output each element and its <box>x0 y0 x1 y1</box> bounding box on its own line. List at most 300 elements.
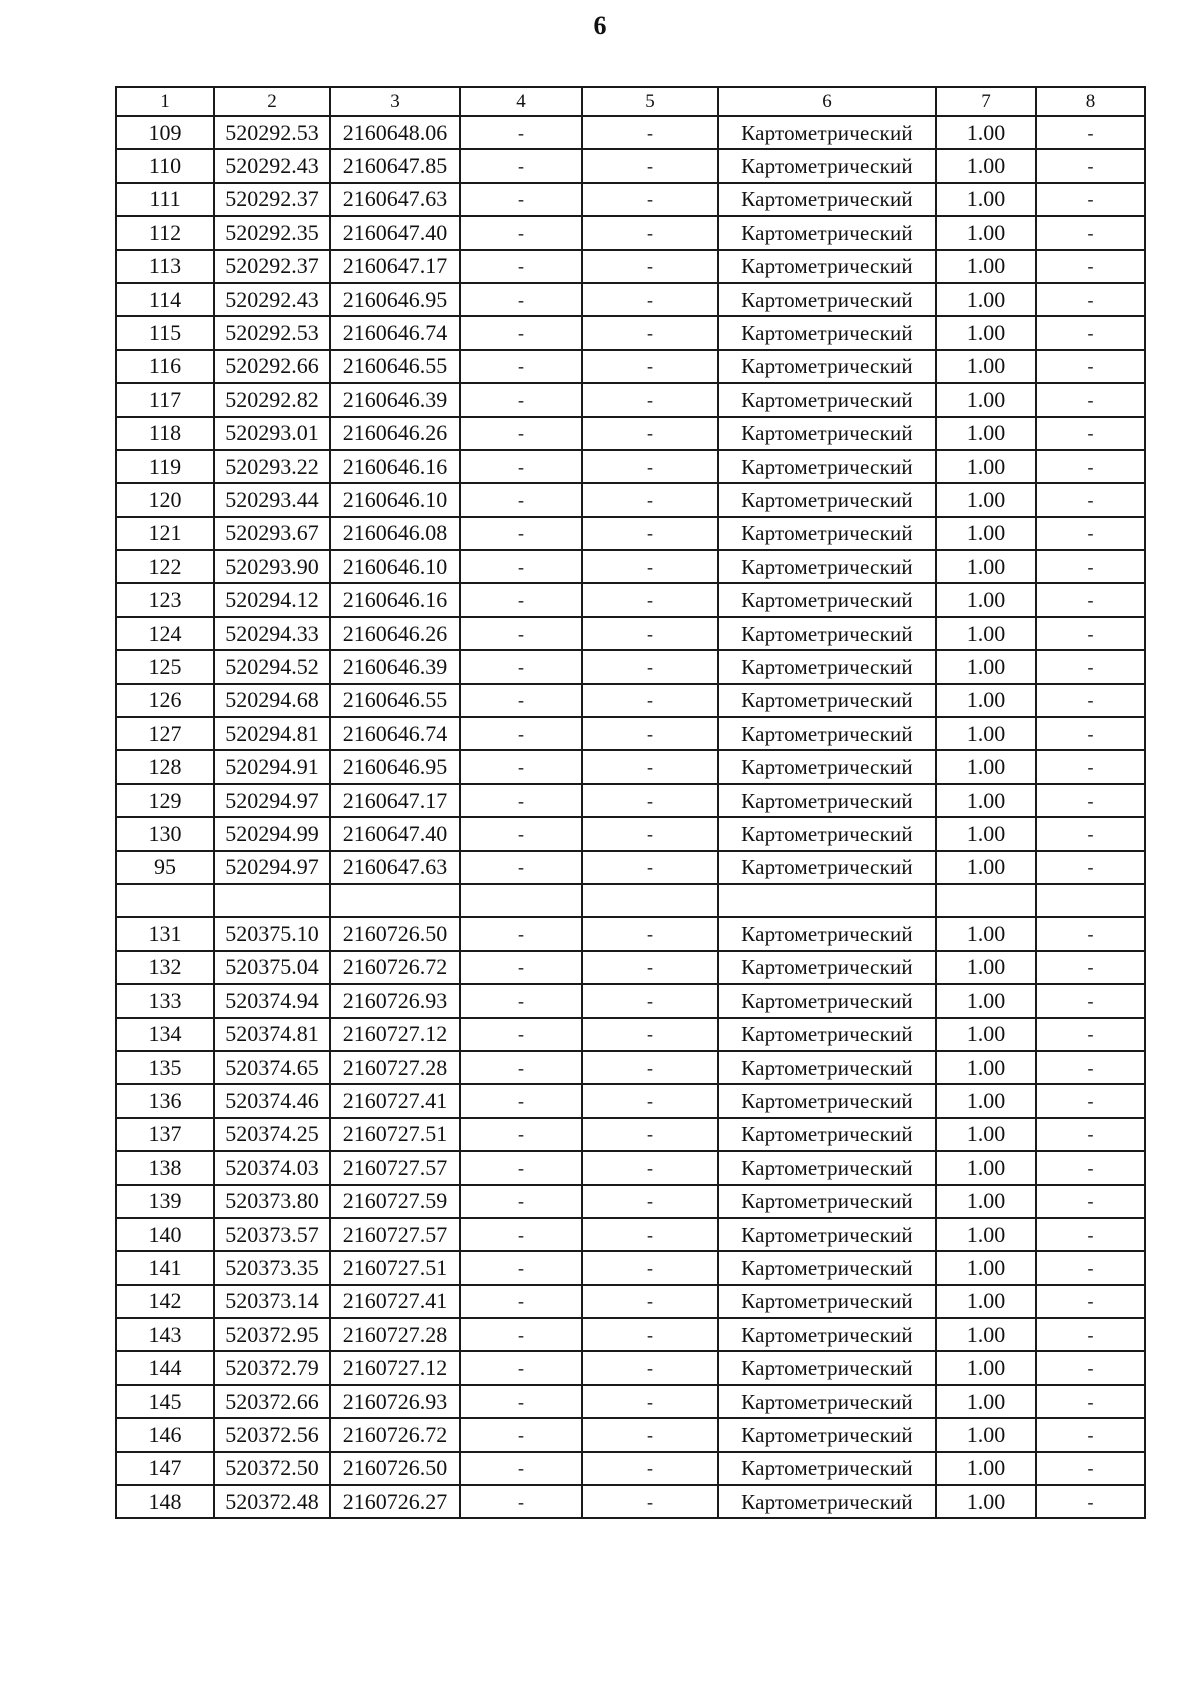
cell-y-coordinate: 2160726.72 <box>330 1418 460 1451</box>
cell-point-number: 138 <box>116 1151 214 1184</box>
cell-col-8: - <box>1036 650 1145 683</box>
cell-accuracy: 1.00 <box>936 517 1036 550</box>
cell-x-coordinate: 520293.01 <box>214 417 330 450</box>
cell-y-coordinate: 2160646.55 <box>330 684 460 717</box>
table-row <box>116 1351 1145 1384</box>
cell-accuracy: 1.00 <box>936 316 1036 349</box>
cell-col-4: - <box>460 1185 582 1218</box>
table-row <box>116 1185 1145 1218</box>
table-row <box>116 450 1145 483</box>
cell-col-5: - <box>582 717 718 750</box>
table-row <box>116 784 1145 817</box>
cell-point-number: 141 <box>116 1251 214 1284</box>
cell-col-4: - <box>460 550 582 583</box>
cell-method: Картометрический <box>718 617 936 650</box>
cell-method: Картометрический <box>718 1385 936 1418</box>
table-row <box>116 717 1145 750</box>
cell-y-coordinate: 2160646.10 <box>330 483 460 516</box>
cell-col-8: - <box>1036 550 1145 583</box>
column-header-2: 2 <box>214 87 330 116</box>
cell-x-coordinate: 520293.67 <box>214 517 330 550</box>
cell-x-coordinate: 520374.03 <box>214 1151 330 1184</box>
cell-y-coordinate: 2160727.12 <box>330 1351 460 1384</box>
cell-col-4: - <box>460 784 582 817</box>
cell-accuracy: 1.00 <box>936 1251 1036 1284</box>
cell-x-coordinate: 520375.04 <box>214 951 330 984</box>
cell-col-5: - <box>582 316 718 349</box>
cell-col-5: - <box>582 517 718 550</box>
cell-method: Картометрический <box>718 851 936 884</box>
cell-col-4: - <box>460 1452 582 1485</box>
cell-accuracy: 1.00 <box>936 951 1036 984</box>
table-row <box>116 1151 1145 1184</box>
cell-method: Картометрический <box>718 1051 936 1084</box>
cell-x-coordinate: 520372.48 <box>214 1485 330 1518</box>
table-row <box>116 1385 1145 1418</box>
cell-x-coordinate: 520373.14 <box>214 1285 330 1318</box>
cell-point-number: 122 <box>116 550 214 583</box>
cell-method: Картометрический <box>718 717 936 750</box>
cell-accuracy: 1.00 <box>936 1418 1036 1451</box>
cell-method: Картометрический <box>718 750 936 783</box>
cell-col-5: - <box>582 1151 718 1184</box>
table-row <box>116 1318 1145 1351</box>
cell-accuracy: 1.00 <box>936 1318 1036 1351</box>
table-row <box>116 1452 1145 1485</box>
cell-x-coordinate: 520375.10 <box>214 917 330 950</box>
cell-accuracy: 1.00 <box>936 750 1036 783</box>
cell-point-number: 115 <box>116 316 214 349</box>
cell-x-coordinate: 520294.81 <box>214 717 330 750</box>
cell-x-coordinate: 520292.43 <box>214 283 330 316</box>
cell-point-number: 129 <box>116 784 214 817</box>
table-row <box>116 1084 1145 1117</box>
cell-method: Картометрический <box>718 183 936 216</box>
cell-col-4: - <box>460 1285 582 1318</box>
table-row <box>116 1118 1145 1151</box>
cell-col-4: - <box>460 250 582 283</box>
cell-col-8: - <box>1036 717 1145 750</box>
cell-point-number: 124 <box>116 617 214 650</box>
cell-col-4: - <box>460 116 582 149</box>
cell-col-5: - <box>582 1185 718 1218</box>
cell-point-number: 145 <box>116 1385 214 1418</box>
cell-method: Картометрический <box>718 383 936 416</box>
table-row <box>116 1218 1145 1251</box>
cell-col-8: - <box>1036 483 1145 516</box>
cell-col-5: - <box>582 1385 718 1418</box>
cell-x-coordinate: 520372.50 <box>214 1452 330 1485</box>
cell-y-coordinate: 2160646.26 <box>330 417 460 450</box>
cell-method: Картометрический <box>718 517 936 550</box>
cell-col-5: - <box>582 183 718 216</box>
cell-col-8: - <box>1036 250 1145 283</box>
table-row <box>116 750 1145 783</box>
cell-method: Картометрический <box>718 450 936 483</box>
cell-col-5: - <box>582 817 718 850</box>
table-row <box>116 951 1145 984</box>
column-header-6: 6 <box>718 87 936 116</box>
cell-accuracy: 1.00 <box>936 283 1036 316</box>
cell-col-8: - <box>1036 817 1145 850</box>
cell-col-5: - <box>582 283 718 316</box>
cell-x-coordinate: 520374.65 <box>214 1051 330 1084</box>
cell-accuracy: 1.00 <box>936 851 1036 884</box>
column-header-3: 3 <box>330 87 460 116</box>
cell-y-coordinate: 2160647.17 <box>330 784 460 817</box>
cell-col-8: - <box>1036 116 1145 149</box>
cell-col-8: - <box>1036 417 1145 450</box>
table-row <box>116 316 1145 349</box>
cell-y-coordinate: 2160726.93 <box>330 984 460 1017</box>
cell-x-coordinate: 520293.90 <box>214 550 330 583</box>
cell-col-5: - <box>582 984 718 1017</box>
cell-col-5: - <box>582 851 718 884</box>
cell-col-5: - <box>582 951 718 984</box>
cell-col-5: - <box>582 1118 718 1151</box>
cell-point-number: 127 <box>116 717 214 750</box>
cell-col-5: - <box>582 1285 718 1318</box>
table-row <box>116 1251 1145 1284</box>
cell-y-coordinate: 2160646.08 <box>330 517 460 550</box>
cell-point-number: 139 <box>116 1185 214 1218</box>
cell-accuracy: 1.00 <box>936 984 1036 1017</box>
cell-x-coordinate: 520294.91 <box>214 750 330 783</box>
cell-col-8: - <box>1036 1251 1145 1284</box>
cell-x-coordinate: 520374.25 <box>214 1118 330 1151</box>
cell-method: Картометрический <box>718 1185 936 1218</box>
cell-x-coordinate: 520372.66 <box>214 1385 330 1418</box>
cell-point-number <box>116 884 214 917</box>
cell-col-4: - <box>460 617 582 650</box>
cell-col-5: - <box>582 383 718 416</box>
table-row <box>116 283 1145 316</box>
cell-point-number: 134 <box>116 1018 214 1051</box>
table-row <box>116 1285 1145 1318</box>
table-row <box>116 550 1145 583</box>
cell-col-8: - <box>1036 1385 1145 1418</box>
cell-y-coordinate: 2160726.72 <box>330 951 460 984</box>
table-row <box>116 817 1145 850</box>
table-row <box>116 183 1145 216</box>
cell-x-coordinate: 520292.82 <box>214 383 330 416</box>
column-header-8: 8 <box>1036 87 1145 116</box>
cell-method: Картометрический <box>718 149 936 182</box>
cell-col-4: - <box>460 750 582 783</box>
cell-point-number: 128 <box>116 750 214 783</box>
cell-col-4: - <box>460 1118 582 1151</box>
cell-col-8: - <box>1036 1218 1145 1251</box>
cell-col-8: - <box>1036 1151 1145 1184</box>
cell-col-4: - <box>460 1018 582 1051</box>
cell-accuracy: 1.00 <box>936 650 1036 683</box>
cell-col-4: - <box>460 283 582 316</box>
cell-y-coordinate: 2160726.27 <box>330 1485 460 1518</box>
cell-col-4: - <box>460 1218 582 1251</box>
cell-col-8: - <box>1036 1018 1145 1051</box>
cell-point-number: 148 <box>116 1485 214 1518</box>
cell-x-coordinate: 520373.35 <box>214 1251 330 1284</box>
page-number: 6 <box>593 11 607 40</box>
cell-y-coordinate: 2160727.59 <box>330 1185 460 1218</box>
cell-col-4: - <box>460 583 582 616</box>
cell-accuracy: 1.00 <box>936 1185 1036 1218</box>
cell-col-4: - <box>460 149 582 182</box>
cell-accuracy: 1.00 <box>936 1351 1036 1384</box>
cell-y-coordinate: 2160727.41 <box>330 1285 460 1318</box>
cell-accuracy: 1.00 <box>936 149 1036 182</box>
cell-col-4 <box>460 884 582 917</box>
cell-y-coordinate: 2160646.10 <box>330 550 460 583</box>
cell-col-8: - <box>1036 851 1145 884</box>
cell-method <box>718 884 936 917</box>
cell-point-number: 137 <box>116 1118 214 1151</box>
cell-accuracy: 1.00 <box>936 1218 1036 1251</box>
cell-col-8: - <box>1036 183 1145 216</box>
cell-accuracy: 1.00 <box>936 717 1036 750</box>
cell-method: Картометрический <box>718 1452 936 1485</box>
cell-accuracy: 1.00 <box>936 183 1036 216</box>
cell-col-5: - <box>582 250 718 283</box>
cell-col-5: - <box>582 583 718 616</box>
cell-col-5: - <box>582 784 718 817</box>
cell-y-coordinate: 2160647.17 <box>330 250 460 283</box>
cell-accuracy: 1.00 <box>936 784 1036 817</box>
cell-accuracy <box>936 884 1036 917</box>
cell-col-8: - <box>1036 1051 1145 1084</box>
cell-accuracy: 1.00 <box>936 450 1036 483</box>
cell-y-coordinate: 2160646.16 <box>330 450 460 483</box>
cell-accuracy: 1.00 <box>936 583 1036 616</box>
cell-col-4: - <box>460 1151 582 1184</box>
cell-x-coordinate: 520294.68 <box>214 684 330 717</box>
cell-x-coordinate: 520293.22 <box>214 450 330 483</box>
cell-accuracy: 1.00 <box>936 250 1036 283</box>
cell-accuracy: 1.00 <box>936 1051 1036 1084</box>
cell-col-8: - <box>1036 1452 1145 1485</box>
column-header-7: 7 <box>936 87 1036 116</box>
table-header-row <box>116 87 1145 116</box>
cell-accuracy: 1.00 <box>936 1018 1036 1051</box>
cell-y-coordinate: 2160726.50 <box>330 1452 460 1485</box>
cell-point-number: 121 <box>116 517 214 550</box>
column-header-5: 5 <box>582 87 718 116</box>
cell-col-4: - <box>460 1084 582 1117</box>
cell-col-4: - <box>460 517 582 550</box>
table-row <box>116 1485 1145 1518</box>
cell-col-5: - <box>582 550 718 583</box>
cell-accuracy: 1.00 <box>936 1285 1036 1318</box>
cell-col-8: - <box>1036 750 1145 783</box>
cell-method: Картометрический <box>718 984 936 1017</box>
cell-col-8: - <box>1036 1351 1145 1384</box>
cell-point-number: 135 <box>116 1051 214 1084</box>
cell-method: Картометрический <box>718 583 936 616</box>
cell-y-coordinate: 2160727.12 <box>330 1018 460 1051</box>
cell-col-5: - <box>582 149 718 182</box>
table-row <box>116 417 1145 450</box>
cell-col-5: - <box>582 1218 718 1251</box>
cell-accuracy: 1.00 <box>936 383 1036 416</box>
cell-y-coordinate: 2160727.57 <box>330 1151 460 1184</box>
cell-col-4: - <box>460 1351 582 1384</box>
cell-x-coordinate: 520292.53 <box>214 316 330 349</box>
cell-y-coordinate: 2160727.51 <box>330 1118 460 1151</box>
cell-point-number: 146 <box>116 1418 214 1451</box>
cell-col-5: - <box>582 650 718 683</box>
cell-col-8: - <box>1036 1285 1145 1318</box>
cell-point-number: 95 <box>116 851 214 884</box>
cell-method: Картометрический <box>718 951 936 984</box>
cell-col-8: - <box>1036 1084 1145 1117</box>
cell-col-8: - <box>1036 149 1145 182</box>
cell-accuracy: 1.00 <box>936 417 1036 450</box>
table-row <box>116 617 1145 650</box>
cell-x-coordinate: 520294.97 <box>214 851 330 884</box>
cell-col-4: - <box>460 1485 582 1518</box>
cell-method: Картометрический <box>718 1485 936 1518</box>
cell-point-number: 117 <box>116 383 214 416</box>
table-row <box>116 383 1145 416</box>
cell-x-coordinate: 520373.57 <box>214 1218 330 1251</box>
table-row <box>116 149 1145 182</box>
cell-method: Картометрический <box>718 1084 936 1117</box>
cell-point-number: 112 <box>116 216 214 249</box>
cell-col-4: - <box>460 984 582 1017</box>
cell-col-8: - <box>1036 984 1145 1017</box>
table-row <box>116 1418 1145 1451</box>
cell-y-coordinate: 2160646.74 <box>330 717 460 750</box>
cell-col-4: - <box>460 417 582 450</box>
cell-method: Картометрический <box>718 483 936 516</box>
cell-col-8: - <box>1036 216 1145 249</box>
cell-y-coordinate <box>330 884 460 917</box>
cell-x-coordinate: 520294.97 <box>214 784 330 817</box>
cell-x-coordinate: 520373.80 <box>214 1185 330 1218</box>
cell-col-8: - <box>1036 1185 1145 1218</box>
cell-col-5: - <box>582 350 718 383</box>
cell-method: Картометрический <box>718 1318 936 1351</box>
cell-point-number: 120 <box>116 483 214 516</box>
cell-col-8: - <box>1036 951 1145 984</box>
cell-y-coordinate: 2160646.39 <box>330 383 460 416</box>
coordinates-table <box>115 86 1146 1519</box>
cell-col-8: - <box>1036 1418 1145 1451</box>
cell-x-coordinate: 520294.99 <box>214 817 330 850</box>
table-row <box>116 350 1145 383</box>
cell-col-5: - <box>582 1418 718 1451</box>
table-row <box>116 684 1145 717</box>
cell-method: Картометрический <box>718 1285 936 1318</box>
cell-method: Картометрический <box>718 817 936 850</box>
cell-col-5: - <box>582 1351 718 1384</box>
cell-x-coordinate: 520292.53 <box>214 116 330 149</box>
cell-y-coordinate: 2160647.40 <box>330 817 460 850</box>
cell-point-number: 123 <box>116 583 214 616</box>
cell-point-number: 147 <box>116 1452 214 1485</box>
table-row <box>116 583 1145 616</box>
table-row <box>116 250 1145 283</box>
cell-col-4: - <box>460 1051 582 1084</box>
cell-accuracy: 1.00 <box>936 550 1036 583</box>
cell-method: Картометрический <box>718 784 936 817</box>
cell-point-number: 140 <box>116 1218 214 1251</box>
column-header-1: 1 <box>116 87 214 116</box>
cell-col-5: - <box>582 917 718 950</box>
cell-col-5: - <box>582 1251 718 1284</box>
cell-col-5: - <box>582 450 718 483</box>
table-row <box>116 116 1145 149</box>
table-body <box>116 87 1145 1518</box>
cell-x-coordinate: 520294.52 <box>214 650 330 683</box>
cell-col-8: - <box>1036 383 1145 416</box>
cell-y-coordinate: 2160647.85 <box>330 149 460 182</box>
cell-col-8: - <box>1036 684 1145 717</box>
cell-col-5: - <box>582 216 718 249</box>
cell-col-5: - <box>582 1051 718 1084</box>
cell-accuracy: 1.00 <box>936 817 1036 850</box>
cell-col-5: - <box>582 1452 718 1485</box>
cell-col-5: - <box>582 116 718 149</box>
cell-y-coordinate: 2160646.26 <box>330 617 460 650</box>
cell-col-8: - <box>1036 784 1145 817</box>
cell-y-coordinate: 2160648.06 <box>330 116 460 149</box>
cell-col-5: - <box>582 684 718 717</box>
table-row <box>116 1018 1145 1051</box>
table-row <box>116 1051 1145 1084</box>
cell-col-8: - <box>1036 450 1145 483</box>
cell-y-coordinate: 2160646.95 <box>330 283 460 316</box>
cell-col-8: - <box>1036 316 1145 349</box>
cell-method: Картометрический <box>718 1118 936 1151</box>
cell-col-5: - <box>582 1485 718 1518</box>
cell-col-4: - <box>460 817 582 850</box>
cell-y-coordinate: 2160647.40 <box>330 216 460 249</box>
cell-accuracy: 1.00 <box>936 917 1036 950</box>
cell-col-4: - <box>460 450 582 483</box>
table-row <box>116 884 1145 917</box>
cell-col-4: - <box>460 483 582 516</box>
cell-col-8: - <box>1036 917 1145 950</box>
cell-y-coordinate: 2160647.63 <box>330 183 460 216</box>
cell-method: Картометрический <box>718 283 936 316</box>
cell-point-number: 114 <box>116 283 214 316</box>
cell-accuracy: 1.00 <box>936 216 1036 249</box>
cell-x-coordinate <box>214 884 330 917</box>
cell-col-8: - <box>1036 350 1145 383</box>
cell-col-8: - <box>1036 283 1145 316</box>
cell-point-number: 142 <box>116 1285 214 1318</box>
cell-col-5: - <box>582 750 718 783</box>
cell-col-8: - <box>1036 583 1145 616</box>
column-header-4: 4 <box>460 87 582 116</box>
cell-col-4: - <box>460 684 582 717</box>
cell-x-coordinate: 520292.37 <box>214 183 330 216</box>
cell-col-5: - <box>582 1318 718 1351</box>
cell-col-4: - <box>460 383 582 416</box>
table-row <box>116 483 1145 516</box>
cell-accuracy: 1.00 <box>936 1084 1036 1117</box>
cell-accuracy: 1.00 <box>936 1385 1036 1418</box>
cell-col-8: - <box>1036 517 1145 550</box>
cell-col-4: - <box>460 350 582 383</box>
cell-col-4: - <box>460 917 582 950</box>
cell-point-number: 109 <box>116 116 214 149</box>
cell-col-4: - <box>460 216 582 249</box>
cell-y-coordinate: 2160726.50 <box>330 917 460 950</box>
cell-y-coordinate: 2160646.74 <box>330 316 460 349</box>
cell-y-coordinate: 2160727.28 <box>330 1051 460 1084</box>
